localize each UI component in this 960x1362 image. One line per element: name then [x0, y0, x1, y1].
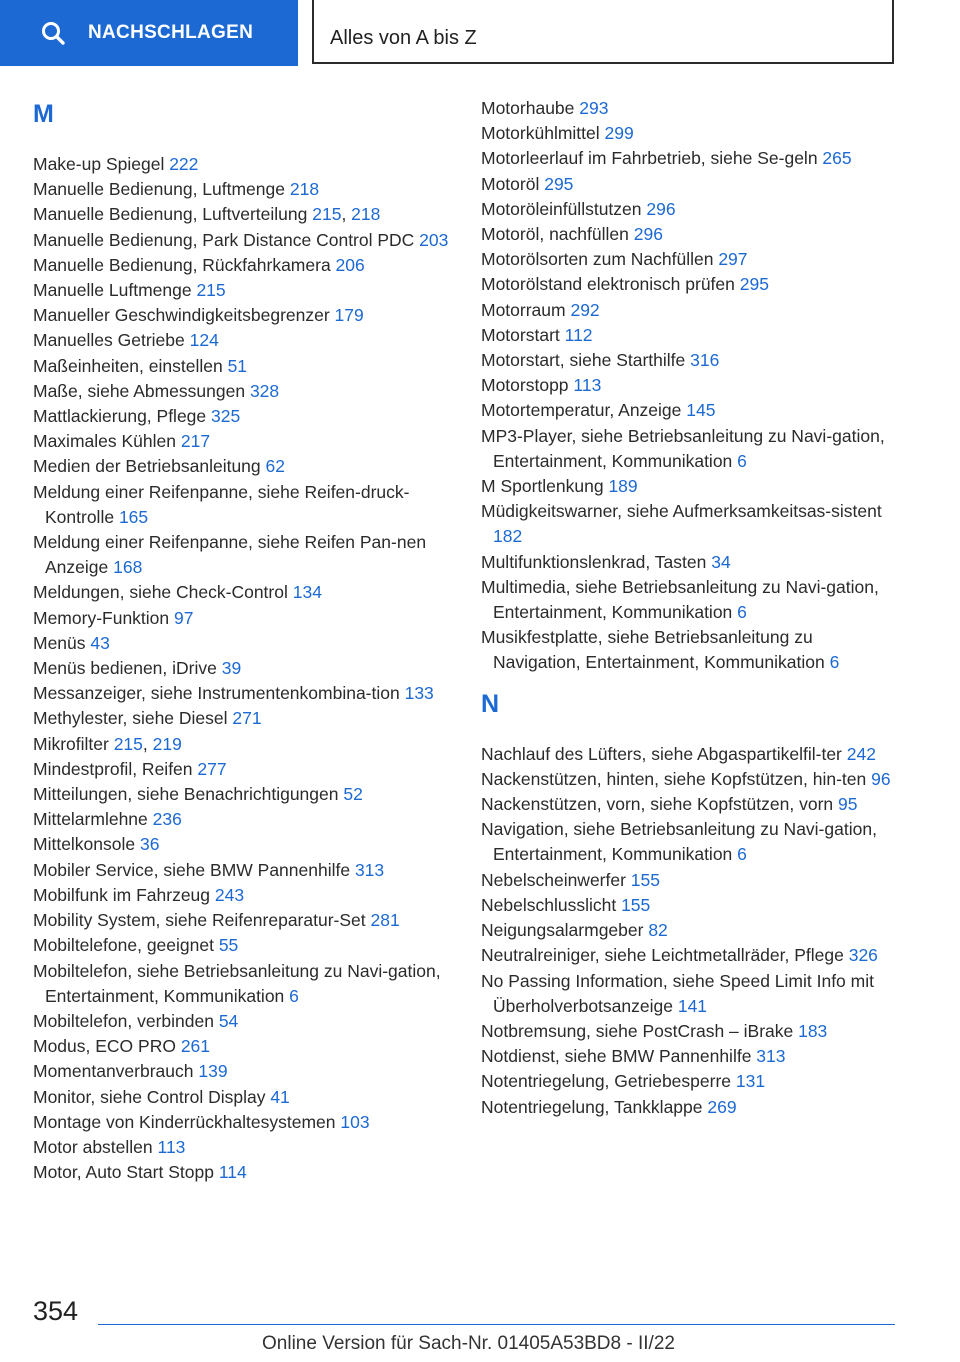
entry-term: Mittelkonsole — [33, 834, 140, 855]
index-entry — [33, 454, 473, 479]
entry-term: Motorraum — [481, 299, 571, 320]
entry-term: Navigation, siehe Betriebsanleitung zu Navi-gation, Entertainment, Kommunikation — [481, 819, 877, 865]
nav-label: NACHSCHLAGEN — [88, 22, 254, 43]
index-entry — [33, 328, 473, 353]
page-link[interactable]: 295 — [739, 274, 769, 295]
entry-term: Nachlauf des Lüfters, siehe Abgaspartikelfil-ter — [481, 743, 847, 764]
page-link[interactable]: 265 — [822, 148, 852, 169]
index-entry — [481, 868, 901, 893]
entry-term: Nebelscheinwerfer — [481, 869, 631, 890]
page-link[interactable]: 242 — [846, 743, 876, 764]
page-link[interactable]: 134 — [292, 582, 322, 603]
entry-term: Monitor, siehe Control Display — [33, 1086, 271, 1107]
footer-text: Online Version für Sach-Nr. 01405A53BD8 - II/22 — [262, 1333, 675, 1354]
page-link[interactable]: 325 — [211, 406, 241, 427]
index-entry — [481, 742, 901, 767]
entry-term: Mitteilungen, siehe Benachrichtigungen — [33, 784, 344, 805]
page-link[interactable]: 124 — [189, 330, 219, 351]
entry-term: Manueller Geschwindigkeitsbegrenzer — [33, 305, 335, 326]
page-link[interactable]: 292 — [570, 299, 600, 320]
entry-term: Manuelles Getriebe — [33, 330, 190, 351]
entry-term: Menüs bedienen, iDrive — [33, 658, 222, 679]
entry-term: Neigungsalarmgeber — [481, 920, 649, 941]
entry-term: Manuelle Luftmenge — [33, 280, 197, 301]
entry-term: Mobilfunk im Fahrzeug — [33, 884, 215, 905]
index-entry — [33, 1135, 473, 1160]
entry-term: Motorölsorten zum Nachfüllen — [481, 249, 719, 270]
page-link[interactable]: 271 — [232, 708, 262, 729]
page-link[interactable]: 6 — [737, 602, 747, 623]
page-link[interactable]: 295 — [544, 173, 574, 194]
page-link[interactable]: 103 — [340, 1111, 370, 1132]
entry-term: Motortemperatur, Anzeige — [481, 400, 687, 421]
entry-term: Maße, siehe Abmessungen — [33, 380, 250, 401]
entry-term: Methylester, siehe Diesel — [33, 708, 233, 729]
footer-divider — [98, 1324, 895, 1325]
index-entry — [481, 767, 901, 792]
entry-term: Manuelle Bedienung, Luftverteilung — [33, 204, 313, 225]
index-entry — [33, 959, 473, 1009]
page-link[interactable]: 54 — [218, 1010, 239, 1031]
index-entry — [481, 121, 901, 146]
index-entry — [481, 146, 901, 171]
index-entry — [33, 580, 473, 605]
index-entry: Mikrofilter 215, 219 — [33, 733, 182, 754]
page-link[interactable]: 313 — [354, 859, 385, 880]
page-link[interactable]: 113 — [157, 1136, 186, 1157]
entry-term: Motorstopp — [481, 375, 574, 396]
page-link[interactable]: 62 — [265, 456, 285, 477]
index-entry — [481, 172, 901, 197]
chapter-title-box — [312, 0, 894, 64]
index-entry — [481, 943, 901, 968]
index-entry — [481, 474, 901, 499]
index-entry — [481, 625, 901, 675]
page-link[interactable]: 316 — [690, 350, 720, 371]
page-link[interactable]: 6 — [737, 450, 747, 471]
entry-term: Notbremsung, siehe PostCrash – iBrake — [481, 1020, 799, 1041]
page-number: 354 — [33, 1296, 79, 1326]
page-link[interactable]: 269 — [707, 1096, 737, 1117]
page-link[interactable]: 299 — [604, 123, 634, 144]
index-entry — [33, 832, 473, 857]
page-link[interactable]: 82 — [648, 920, 668, 941]
index-entry — [33, 1059, 473, 1084]
index-entry — [33, 152, 473, 177]
index-entry — [33, 757, 473, 782]
page-link[interactable]: 113 — [573, 375, 602, 396]
index-entry — [481, 575, 901, 625]
entry-term: Motoröl — [481, 173, 545, 194]
index-entry — [33, 656, 473, 681]
index-entry — [481, 817, 901, 867]
entry-term: Manuelle Bedienung, Park Distance Control PDC — [33, 229, 420, 250]
entry-term: No Passing Information, siehe Speed Limit Info mit Überholverbotsanzeige — [481, 970, 874, 1016]
index-entry — [33, 253, 473, 278]
entry-term: Neutralreiniger, siehe Leichtmetallräder, Pflege — [481, 945, 849, 966]
entry-term: Mobiltelefon, siehe Betriebsanleitung zu Navi-gation, Entertainment, Kommunikation — [33, 960, 441, 1006]
entry-term: Mattlackierung, Pflege — [33, 406, 212, 427]
entry-term: Maximales Kühlen — [33, 431, 181, 452]
entry-term: MP3-Player, siehe Betriebsanleitung zu Navi-gation, Entertainment, Kommunikation — [481, 425, 885, 471]
entry-term: Make-up Spiegel — [33, 154, 170, 174]
nachschlagen-button[interactable] — [0, 0, 298, 66]
page-link[interactable]: 145 — [686, 400, 716, 421]
index-entry — [33, 883, 473, 908]
index-entry — [481, 792, 901, 817]
page-link[interactable]: 326 — [848, 945, 878, 966]
entry-term: Maßeinheiten, einstellen — [33, 355, 228, 376]
index-entry — [481, 550, 901, 575]
entry-term: Mittelarmlehne — [33, 809, 153, 830]
index-entry — [481, 893, 901, 918]
page-link[interactable]: 165 — [118, 506, 149, 527]
page-link[interactable]: 217 — [180, 431, 211, 452]
page-link[interactable]: 97 — [174, 607, 194, 628]
index-entry — [481, 222, 901, 247]
page-link[interactable]: 39 — [221, 658, 242, 679]
page-link[interactable]: 52 — [343, 784, 363, 805]
entry-term: Musikfestplatte, siehe Betriebsanleitung zu Navigation, Entertainment, Kommunikation — [481, 627, 830, 673]
entry-term: Nackenstützen, hinten, siehe Kopfstützen, hin-ten — [481, 768, 872, 789]
page-link[interactable]: 34 — [711, 551, 731, 572]
index-column-left — [33, 96, 473, 1185]
page-link[interactable]: 293 — [579, 98, 609, 118]
index-entry — [33, 681, 473, 706]
page-link[interactable]: 261 — [180, 1036, 211, 1057]
entry-term: Mobiler Service, siehe BMW Pannenhilfe — [33, 859, 355, 880]
entry-term: Manuelle Bedienung, Luftmenge — [33, 179, 290, 200]
entry-term: Momentanverbrauch — [33, 1061, 199, 1082]
entry-term: Motorstart, siehe Starthilfe — [481, 350, 691, 371]
index-entry — [481, 373, 901, 398]
page-link[interactable]: 6 — [737, 844, 747, 865]
index-entry — [33, 631, 473, 656]
page-link[interactable]: 218 — [351, 204, 381, 225]
page-link[interactable]: 219 — [152, 733, 182, 754]
page-link[interactable]: 43 — [90, 632, 110, 653]
index-entry — [33, 228, 473, 253]
page-link[interactable]: 179 — [334, 305, 364, 326]
entry-term: Mindestprofil, Reifen — [33, 758, 198, 779]
entry-term: Mobiltelefon, verbinden — [33, 1010, 219, 1031]
page-link[interactable]: 168 — [113, 557, 143, 578]
entry-term: Motorstart — [481, 324, 565, 345]
page-link[interactable]: 296 — [646, 198, 676, 219]
page-link[interactable]: 95 — [838, 794, 858, 815]
index-entry — [33, 782, 473, 807]
page-link[interactable]: 296 — [633, 224, 663, 245]
index-entry — [481, 323, 901, 348]
page-link[interactable]: 215 — [196, 280, 226, 301]
index-entry — [33, 379, 473, 404]
entry-term: Notdienst, siehe BMW Pannenhilfe — [481, 1046, 757, 1067]
page-link[interactable]: 133 — [404, 683, 434, 704]
index-entry — [481, 918, 901, 943]
page-link[interactable]: 155 — [630, 869, 660, 890]
entry-term: Meldung einer Reifenpanne, siehe Reifen Pan-nen Anzeige — [33, 532, 427, 578]
entry-term: M Sportlenkung — [481, 476, 609, 497]
entry-term: Messanzeiger, siehe Instrumentenkombina-tion — [33, 683, 405, 704]
index-entry — [33, 480, 473, 530]
index-entry — [33, 858, 473, 883]
page-header — [0, 0, 960, 66]
page-link[interactable]: 131 — [735, 1071, 766, 1092]
entry-term: Meldungen, siehe Check-Control — [33, 582, 293, 603]
index-entry — [33, 1160, 473, 1185]
entry-term: Motoröl, nachfüllen — [481, 224, 634, 245]
page-link[interactable]: 41 — [270, 1086, 290, 1107]
page-link[interactable]: 281 — [370, 910, 400, 931]
index-entry — [33, 429, 473, 454]
page-link[interactable]: 141 — [677, 995, 708, 1016]
page-link[interactable]: 114 — [218, 1162, 247, 1183]
entry-term: Montage von Kinderrückhaltesystemen — [33, 1111, 341, 1132]
index-entry — [33, 706, 473, 731]
page-link[interactable]: 297 — [718, 249, 748, 270]
page-link[interactable]: 328 — [249, 380, 280, 401]
index-entry — [33, 606, 473, 631]
page-link[interactable]: 236 — [152, 809, 182, 830]
index-column-right — [481, 96, 901, 1120]
entry-term: Nackenstützen, vorn, siehe Kopfstützen, vorn — [481, 794, 838, 815]
page-link[interactable]: 96 — [871, 768, 891, 789]
page-link[interactable]: 215 — [113, 733, 143, 754]
index-entry — [481, 1019, 901, 1044]
entry-term: Mobiltelefone, geeignet — [33, 935, 219, 956]
entry-term: Motorölstand elektronisch prüfen — [481, 274, 740, 295]
page-link[interactable]: 183 — [798, 1020, 828, 1041]
index-entry — [481, 1069, 901, 1094]
entry-term: Multifunktionslenkrad, Tasten — [481, 551, 712, 572]
index-entry — [481, 96, 901, 121]
index-entry — [481, 272, 901, 297]
section-letter: N — [481, 689, 500, 718]
entry-term: Menüs — [33, 632, 91, 653]
entry-term: Modus, ECO PRO — [33, 1036, 181, 1057]
page-link[interactable]: 189 — [608, 476, 638, 497]
index-entry — [33, 933, 473, 958]
index-entry — [33, 1085, 473, 1110]
index-entry: Manuelle Bedienung, Luftverteilung 215, 218 — [33, 204, 381, 225]
index-entry — [481, 247, 901, 272]
index-entry — [33, 404, 473, 429]
index-entry — [33, 1110, 473, 1135]
page-link[interactable]: 182 — [493, 526, 523, 547]
page-link[interactable]: 55 — [218, 935, 239, 956]
section-letter: M — [33, 100, 54, 128]
page-link[interactable]: 112 — [564, 324, 593, 345]
page-link[interactable]: 155 — [621, 894, 651, 915]
page-link[interactable]: 277 — [197, 758, 227, 779]
entry-term: Müdigkeitswarner, siehe Aufmerksamkeitsas-sistent — [481, 501, 882, 522]
index-entry — [481, 499, 901, 549]
index-entry — [33, 1034, 473, 1059]
page-link[interactable]: 243 — [214, 884, 245, 905]
entry-term: Notentriegelung, Getriebesperre — [481, 1071, 736, 1092]
index-entry — [481, 424, 901, 474]
page-link[interactable]: 139 — [198, 1061, 228, 1082]
entry-term: Nebelschlusslicht — [481, 894, 622, 915]
page-link[interactable]: 222 — [169, 154, 199, 174]
index-entry — [481, 1095, 901, 1120]
index-entry — [481, 197, 901, 222]
index-entry — [481, 398, 901, 423]
entry-term: Motoröleinfüllstutzen — [481, 198, 647, 219]
page-link[interactable]: 206 — [335, 254, 365, 275]
page-link[interactable]: 6 — [289, 985, 299, 1006]
entry-term: Manuelle Bedienung, Rückfahrkamera — [33, 254, 336, 275]
page-link[interactable]: 215 — [312, 204, 342, 225]
entry-term: Mikrofilter — [33, 733, 114, 754]
index-entry — [33, 807, 473, 832]
page-link[interactable]: 36 — [140, 834, 160, 855]
page-link[interactable]: 6 — [829, 652, 840, 673]
index-entry — [33, 177, 473, 202]
index-entry — [33, 354, 473, 379]
index-entry — [481, 969, 901, 1019]
index-entry — [33, 530, 473, 580]
page-link[interactable]: 218 — [289, 179, 320, 200]
index-entry — [33, 303, 473, 328]
entry-term: Notentriegelung, Tankklappe — [481, 1096, 708, 1117]
index-entry — [33, 1009, 473, 1034]
entry-term: Meldung einer Reifenpanne, siehe Reifen-druck-Kontrolle — [33, 481, 410, 527]
index-entry — [33, 278, 473, 303]
chapter-title: Alles von A bis Z — [330, 27, 477, 49]
entry-term: Motorleerlauf im Fahrbetrieb, siehe Se-geln — [481, 148, 823, 169]
entry-term: Motor, Auto Start Stopp — [33, 1162, 219, 1183]
index-entry — [481, 298, 901, 323]
index-entry — [481, 1044, 901, 1069]
entry-term: Medien der Betriebsanleitung — [33, 456, 266, 477]
entry-term: Multimedia, siehe Betriebsanleitung zu Navi-gation, Entertainment, Kommunikation — [481, 576, 879, 623]
entry-term: Motorkühlmittel — [481, 123, 605, 144]
page-link[interactable]: 313 — [756, 1046, 786, 1067]
page-link[interactable]: 51 — [227, 355, 248, 376]
search-icon — [40, 20, 66, 46]
index-entry — [33, 908, 473, 933]
entry-term: Motor abstellen — [33, 1136, 158, 1157]
entry-term: Mobility System, siehe Reifenreparatur-Set — [33, 910, 371, 931]
entry-term: Memory-Funktion — [33, 607, 175, 628]
entry-term: Motorhaube — [481, 98, 580, 118]
page-link[interactable]: 203 — [419, 229, 449, 250]
index-entry — [481, 348, 901, 373]
